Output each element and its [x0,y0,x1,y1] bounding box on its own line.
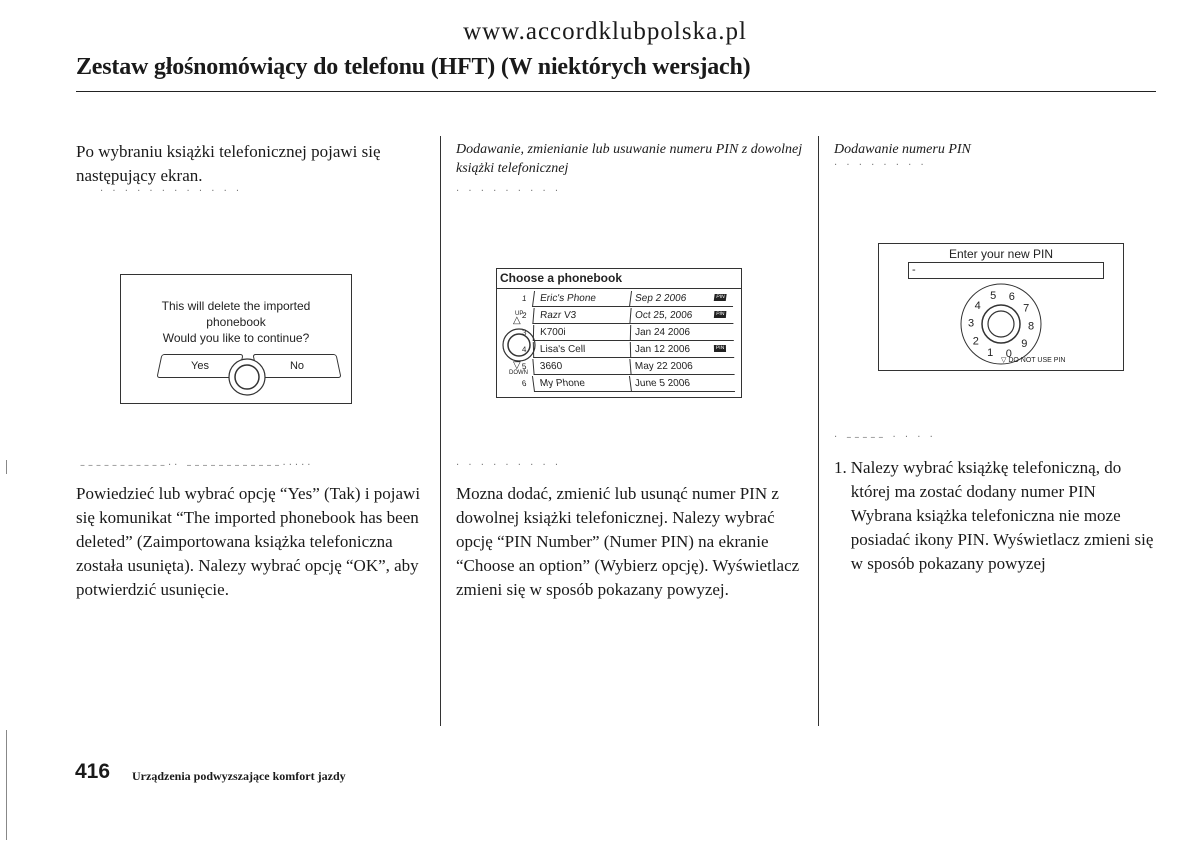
col3-scan-dots-bottom: · ––––– · · · · [834,432,936,443]
phonebook-header-rule [497,288,741,289]
col3-caption: Dodawanie numeru PIN [834,142,971,157]
selector-knob-icon [501,327,537,363]
phonebook-row[interactable] [521,359,734,375]
phonebook-row-date: Jan 12 2006 [630,342,690,357]
down-arrow-icon: ▽ [513,360,521,371]
page-title: Zestaw głośnomówiący do telefonu (HFT) (W niektórych wersjach) [76,54,751,80]
pin-digit[interactable]: 4 [974,300,981,313]
phonebook-row-date: May 22 2006 [629,359,693,374]
col2-caption: Dodawanie, zmienianie lub usuwanie numeru PIN z dowolnej książki telefonicznej [456,142,803,176]
pin-entry-screen [878,243,1124,371]
dialog-line-1: This will delete the imported [161,299,311,313]
pin-digit[interactable]: 9 [1021,337,1028,350]
selector-knob-inner-icon [988,311,1014,337]
phonebook-row-name: Eric's Phone [539,293,597,304]
phonebook-row-name: K700i [539,327,566,338]
pin-badge-icon: PIN [714,294,727,301]
up-arrow-icon: △ [513,315,521,326]
col2-body: Mozna dodać, zmienić lub usunąć numer PIN z dowolnej książki telefonicznej. Nalezy wybrać opcję “PIN Number” (Numer PIN) na ekranie “Choose an option” (Wybierz opcję). Wyświetlacz zmieni się w sposób pokazany powyzej. [456,484,800,599]
phonebook-row-name: 3660 [539,361,563,372]
pin-footer-label: DO NOT USE PIN [1008,357,1066,364]
page-number: 416 [75,760,111,783]
phonebook-row-name: Razr V3 [539,310,577,321]
phonebook-row[interactable] [521,376,735,392]
pin-input-value: - [912,264,916,276]
title-divider [76,91,1156,92]
phonebook-row-number: 6 [521,379,527,388]
step-number: 1. [834,458,847,477]
phonebook-row-date: Sep 2 2006 [629,291,687,306]
no-button-label: No [289,360,305,372]
phonebook-row-number: 5 [521,362,527,371]
pin-footer [1001,356,1065,364]
down-label: DOWN [509,370,528,376]
pin-digit[interactable]: 1 [987,347,994,359]
pin-digit[interactable]: 2 [972,335,979,348]
phonebook-row[interactable] [521,291,735,307]
pin-badge-icon: PIN [714,345,727,352]
margin-mark-bottom [6,730,7,840]
pin-digit[interactable]: 6 [1008,291,1015,303]
col3-step-1 [834,456,1154,576]
phonebook-row-number: 1 [521,294,528,303]
phonebook-row-date: Jan 24 2006 [630,325,690,340]
yes-button-label: Yes [191,360,209,372]
step-text: Nalezy wybrać książkę telefoniczną, do której ma zostać dodany numer PIN Wybrana książka telefoniczna nie moze posiadać ikony PIN. Wyświetlacz zmieni się w sposób pokazany powyzej [850,458,1154,573]
phonebook-row[interactable] [521,342,734,358]
col2-scan-dots-bottom: · · · · · · · · · [456,460,562,471]
phonebook-row-number: 3 [521,328,527,337]
section-name: Urządzenia podwyzszające komfort jazdy [132,769,346,783]
selector-knob-icon [227,357,267,397]
phonebook-row-name: My Phone [539,378,586,389]
up-label: UP [515,311,524,317]
pin-digit[interactable]: 7 [1023,302,1030,315]
margin-mark-top [6,460,7,474]
phonebook-row[interactable] [521,308,734,324]
phonebook-selection-screen [496,268,742,398]
pin-badge-icon: PIN [714,311,727,318]
pin-digit[interactable]: 5 [990,290,997,302]
column-divider-left [440,136,441,726]
pin-digit[interactable]: 3 [967,317,975,330]
col2-scan-dots-top: · · · · · · · · · [456,186,562,197]
column-divider-right [818,136,819,726]
phonebook-row-number: 2 [521,311,527,320]
phonebook-row-name: Lisa's Cell [539,344,586,355]
col1-intro: Po wybraniu książki telefonicznej pojawi się następujący ekran. [76,142,381,185]
pin-input[interactable] [908,262,1104,279]
col1-scan-dots-bottom: –––––––––––·· ––––––––––––····· [80,460,314,471]
delete-phonebook-dialog [120,274,352,404]
dialog-line-2: phonebook [206,315,266,329]
phonebook-row-date: June 5 2006 [629,376,691,391]
phonebook-row[interactable] [521,325,734,341]
phonebook-header: Choose a phonebook [500,271,623,285]
dialog-line-3: Would you like to continue? [162,331,310,345]
pin-digit[interactable]: 8 [1027,320,1035,333]
col3-scan-dots-top: · · · · · · · · [834,160,927,171]
phonebook-row-date: Oct 25, 2006 [629,308,692,323]
pin-screen-header: Enter your new PIN [948,247,1054,261]
col1-scan-dots-top: · · · · · · · · · · · · [100,186,243,197]
col1-body: Powiedzieć lub wybrać opcję “Yes” (Tak) i pojawi się komunikat “The imported phonebook has been deleted” (Zaimportowana książka telefoniczna została usunięta). Nalezy wybrać opcję “OK”, aby potwierdzić usunięcie. [76,484,421,599]
pin-digit[interactable]: 0 [1005,348,1012,360]
pin-dial[interactable] [951,282,1051,366]
phonebook-row-number: 4 [521,345,527,354]
site-url: www.accordklubpolska.pl [463,18,747,45]
down-arrow-icon: ▽ [1001,357,1007,364]
